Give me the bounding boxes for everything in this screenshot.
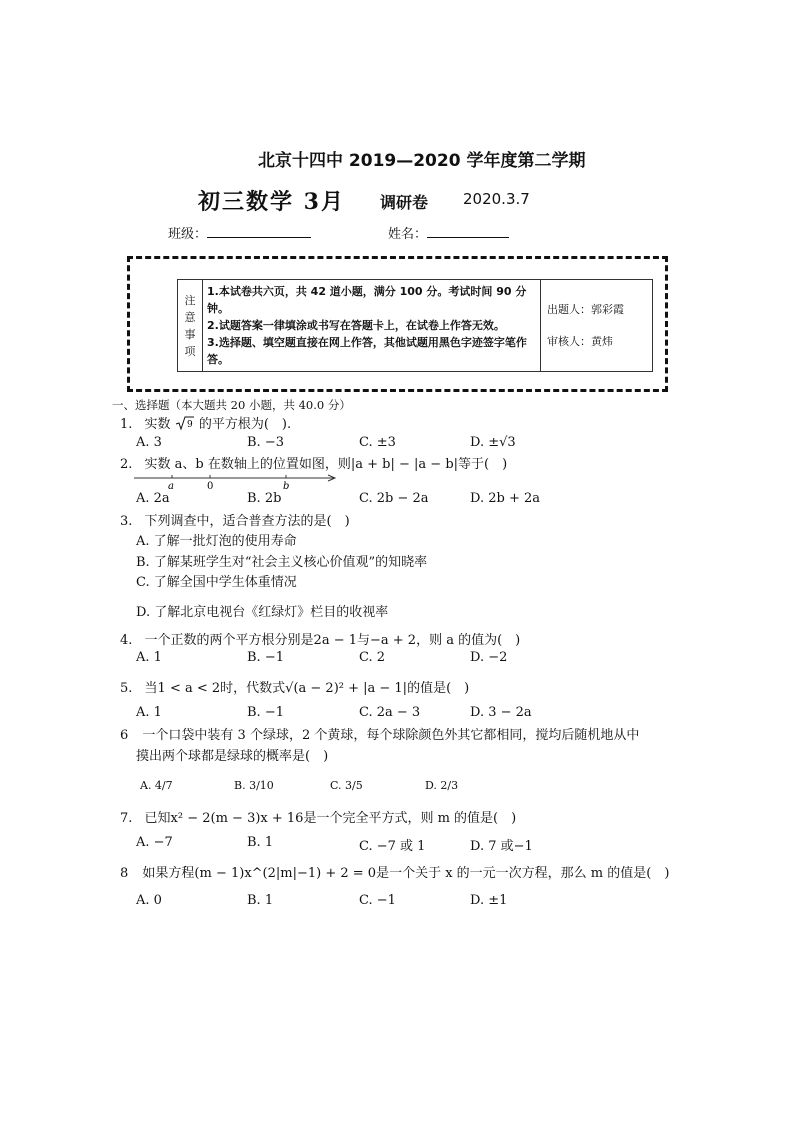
sqrt-nine-image <box>175 415 195 435</box>
option: B. 了解某班学生对“社会主义核心价值观”的知晓率 <box>136 555 428 570</box>
option: C. 2 <box>359 650 386 665</box>
question-number: 5. <box>120 681 133 696</box>
question-number: 3. <box>120 514 133 529</box>
option: A. −7 <box>136 835 173 850</box>
question-stem: 实数 a、b 在数轴上的位置如图，则|a + b| − |a − b|等于( ) <box>144 457 508 472</box>
question-stem: 实数 <box>144 417 171 432</box>
option: C. ±3 <box>359 435 396 450</box>
question-number: 7. <box>120 811 133 826</box>
option: B. −1 <box>247 705 284 720</box>
notice-item: 3.选择题、填空题直接在网上作答，其他试题用黑色字迹签字笔作答。 <box>207 336 527 366</box>
option: D. 7 或−1 <box>470 839 533 854</box>
reviewer-label: 审核人：黄炜 <box>547 334 613 348</box>
label-b: b <box>283 481 290 492</box>
label-a: a <box>168 481 174 492</box>
option: D. −2 <box>470 650 508 665</box>
question-8 <box>120 862 669 881</box>
author-label: 出题人：郭彩霞 <box>547 302 624 316</box>
name-label: 姓名： <box>388 227 428 242</box>
question-number: 1. <box>120 417 133 432</box>
question-1 <box>120 413 291 435</box>
question-stem: 如果方程(m − 1)x^(2|m|−1) + 2 = 0是一个关于 x 的一元一次方程，那么 m 的值是( ) <box>142 866 670 881</box>
option: B. 2b <box>247 491 282 506</box>
option: B. 3/10 <box>234 779 274 792</box>
option: D. ±1 <box>470 893 508 908</box>
option: C. −1 <box>359 893 396 908</box>
option: A. 3 <box>136 435 162 450</box>
option: D. ±√3 <box>470 435 516 450</box>
notice-item: 1.本试卷共六页，共 42 道小题，满分 100 分。考试时间 90 分钟。 <box>207 285 527 315</box>
option: A. 0 <box>136 893 162 908</box>
option: A. 2a <box>136 491 170 506</box>
option: A. 1 <box>136 650 162 665</box>
section-heading: 一、选择题（本大题共 20 小题，共 40.0 分） <box>112 398 351 412</box>
name-blank <box>427 225 509 238</box>
question-stem: 已知x² − 2(m − 3)x + 16是一个完全平方式，则 m 的值是( ) <box>144 811 517 826</box>
option: C. 2a − 3 <box>359 705 421 720</box>
question-6 <box>120 724 639 743</box>
notice-heading <box>178 280 203 372</box>
option: B. −1 <box>247 650 284 665</box>
option: B. 1 <box>247 835 274 850</box>
notice-table <box>177 279 653 372</box>
class-blank <box>207 225 311 238</box>
question-number: 6 <box>120 728 129 743</box>
option: D. 2b + 2a <box>470 491 540 506</box>
option: B. −3 <box>247 435 284 450</box>
option: D. 3 − 2a <box>470 705 532 720</box>
option: C. 了解全国中学生体重情况 <box>136 575 297 590</box>
question-stem-end: 的平方根为( ). <box>198 417 292 432</box>
class-field <box>168 223 311 242</box>
question-5 <box>120 677 469 696</box>
notice-items <box>203 280 541 372</box>
option: A. 了解一批灯泡的使用寿命 <box>136 534 297 549</box>
option: C. −7 或 1 <box>359 839 426 854</box>
class-label: 班级： <box>168 227 208 242</box>
notice-heading-char: 项 <box>184 344 196 358</box>
name-field <box>388 223 509 242</box>
question-stem: 一个口袋中装有 3 个绿球，2 个黄球，每个球除颜色外其它都相同，搅均后随机地从中 <box>142 728 640 743</box>
exam-date: 2020.3.7 <box>463 190 530 208</box>
notice-heading-char: 意 <box>184 310 196 324</box>
question-number: 4. <box>120 633 133 648</box>
question-6-line2: 摸出两个球都是绿球的概率是( ) <box>136 749 329 764</box>
question-stem: 一个正数的两个平方根分别是2a − 1与−a + 2，则 a 的值为( ) <box>144 633 521 648</box>
question-stem: 下列调查中，适合普查方法的是( ) <box>144 514 350 529</box>
notice-item: 2.试题答案一律填涂或书写在答题卡上，在试卷上作答无效。 <box>207 319 505 332</box>
option: C. 2b − 2a <box>359 491 429 506</box>
question-number: 2. <box>120 457 133 472</box>
notice-heading-char: 注 <box>184 293 196 307</box>
option: D. 了解北京电视台《红绿灯》栏目的收视率 <box>136 605 389 620</box>
notice-people <box>541 280 653 372</box>
label-zero: 0 <box>207 481 214 492</box>
question-7 <box>120 807 516 826</box>
option: A. 4/7 <box>140 779 173 792</box>
svg-text:9: 9 <box>186 419 193 430</box>
notice-heading-char: 事 <box>184 327 196 341</box>
question-stem: 当1 < a < 2时，代数式√(a − 2)² + |a − 1|的值是( ) <box>144 681 470 696</box>
option: C. 3/5 <box>330 779 363 792</box>
question-4 <box>120 629 520 648</box>
question-3 <box>120 510 350 529</box>
paper-title-suffix: 调研卷 <box>380 193 429 212</box>
option: B. 1 <box>247 893 274 908</box>
paper-title-main: 初三数学 3月 <box>198 189 345 215</box>
option: D. 2/3 <box>425 779 459 792</box>
question-number: 8 <box>120 866 129 881</box>
number-line-figure <box>134 470 340 492</box>
paper-title-line1: 北京十四中 2019—2020 学年度第二学期 <box>258 151 586 171</box>
option: A. 1 <box>136 705 162 720</box>
